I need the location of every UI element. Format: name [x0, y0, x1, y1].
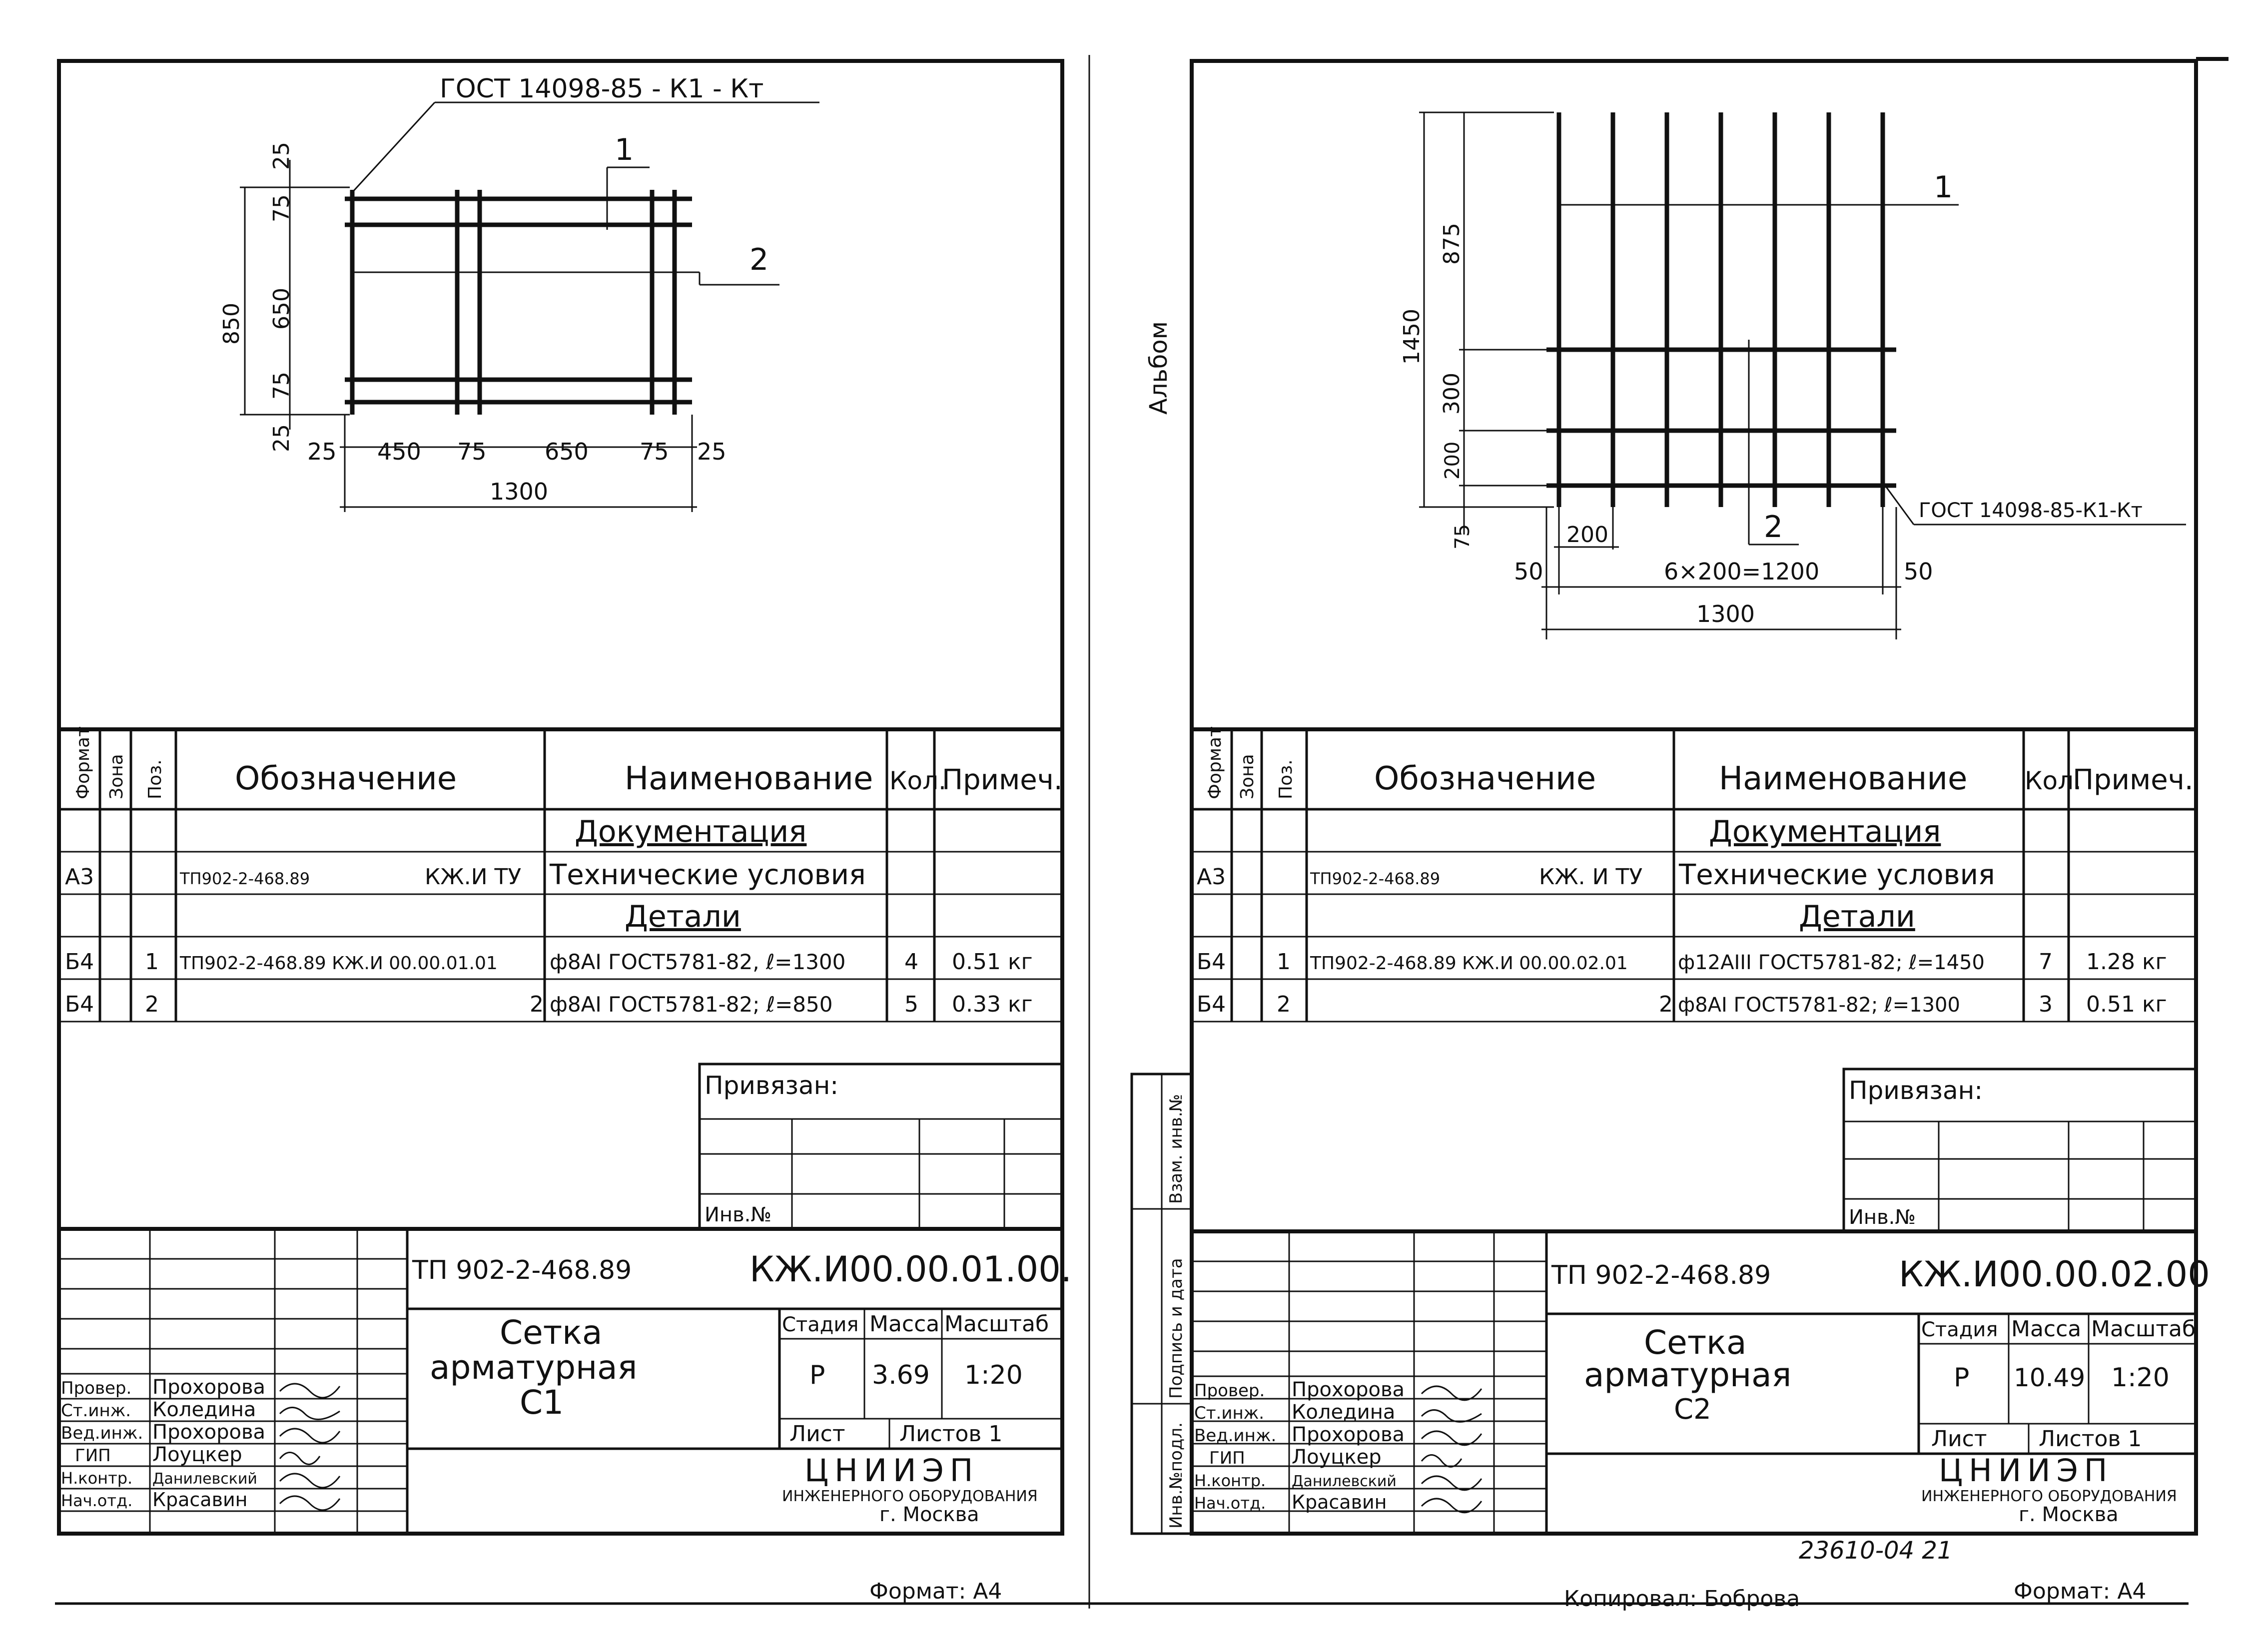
staff-role: Провер.: [1194, 1381, 1265, 1401]
staff-role: Нач.отд.: [61, 1491, 133, 1510]
title-line-3: С2: [1674, 1393, 1711, 1426]
row-qty: 4: [904, 949, 918, 975]
stage-header: Масса: [2011, 1316, 2082, 1342]
privyazan-label: Привязан:: [1849, 1076, 1983, 1105]
side-stamp: [1132, 1074, 1192, 1534]
staff-name: Красавин: [1292, 1491, 1387, 1513]
row-qty: 5: [904, 992, 918, 1017]
inv-label: Инв.№: [1849, 1206, 1916, 1229]
doc-code: КЖ.И00.00.02.00: [1899, 1254, 2210, 1295]
staff-name: Красавин: [152, 1489, 248, 1511]
title-line-2: арматурная: [1584, 1356, 1792, 1394]
dim-h-total: 850: [219, 303, 244, 345]
dim-h-mid: 650: [269, 288, 294, 330]
col-header: Зона: [106, 754, 127, 799]
col-header: Кол.: [2025, 766, 2082, 795]
dim-h-bot: 25: [269, 424, 294, 452]
staff-name: Лоуцкер: [1292, 1446, 1382, 1469]
signature: [1422, 1455, 1462, 1467]
doc-code: КЖ.И00.00.01.00.: [749, 1249, 1072, 1290]
doc-row-fmt: А3: [65, 864, 94, 890]
sheet-2: [1132, 59, 2229, 1612]
row-name: ф8АI ГОСТ5781-82; ℓ=1300: [1678, 994, 1960, 1017]
row-code: ТП902-2-468.89 КЖ.И 00.00.02.01: [1310, 953, 1628, 974]
title-line-2: арматурная: [430, 1348, 638, 1387]
col-header: Формат: [1205, 726, 1225, 799]
staff-role: ГИП: [1209, 1448, 1245, 1468]
title-line-3: С1: [520, 1383, 564, 1422]
title-block-1: [59, 1229, 1072, 1534]
gost-leader: [352, 102, 435, 192]
staff-name: Данилевский: [152, 1470, 257, 1488]
staff-role: Н.контр.: [61, 1469, 133, 1488]
signature: [280, 1496, 340, 1510]
stage-header: Стадия: [1921, 1318, 1998, 1341]
col-header: Наименование: [1719, 760, 1968, 797]
pos-2-label: 2: [749, 242, 769, 277]
mass-value: 10.49: [2014, 1363, 2086, 1392]
dim-w: 75: [457, 438, 487, 465]
doc-row-name: Технические условия: [550, 859, 866, 891]
privyazan-label: Привязан:: [705, 1071, 839, 1100]
staff-name: Коледина: [152, 1398, 256, 1421]
org-city: г. Москва: [879, 1503, 979, 1526]
col-header: Кол.: [889, 766, 946, 795]
row-fmt: Б4: [1197, 992, 1226, 1017]
row-qty: 3: [2039, 992, 2053, 1017]
staff-role: Вед.инж.: [61, 1423, 143, 1443]
scale-value: 1:20: [964, 1360, 1023, 1390]
title-line-1: Сетка: [500, 1313, 603, 1352]
pos-1-label: 1: [1934, 170, 1953, 205]
dim-v: 875: [1439, 223, 1465, 265]
row-code: 2: [1659, 992, 1673, 1017]
staff-role: Ст.инж.: [1194, 1403, 1265, 1423]
project-code: ТП 902-2-468.89: [412, 1255, 632, 1285]
staff-name: Лоуцкер: [152, 1443, 242, 1466]
binding-block-1: [700, 1064, 1062, 1229]
col-header: Обозначение: [1374, 760, 1596, 797]
col-header: Наименование: [625, 760, 873, 797]
dim-w: 450: [377, 438, 421, 465]
dim-w-total: 1300: [490, 478, 549, 505]
gost-label: ГОСТ 14098-85-К1-Кт: [1919, 499, 2143, 522]
col-header: Поз.: [1276, 759, 1296, 799]
section-details: Детали: [625, 899, 741, 934]
signature: [280, 1453, 320, 1465]
dim-w: 75: [640, 438, 669, 465]
dim-w: 6×200=1200: [1664, 558, 1820, 585]
format-label: Формат: А4: [2014, 1579, 2147, 1604]
doc-row-fmt: А3: [1197, 864, 1226, 890]
sheet-label: Лист: [1931, 1426, 1987, 1452]
row-pos: 2: [1277, 992, 1291, 1017]
side-label: Подпись и дата: [1166, 1258, 1186, 1399]
row-qty: 7: [2039, 949, 2053, 975]
sheets-label: Листов 1: [2039, 1426, 2142, 1452]
signature: [1422, 1410, 1482, 1422]
mass-value: 3.69: [872, 1360, 930, 1390]
section-documentation: Документация: [1709, 814, 1941, 849]
binding-block-2: [1844, 1069, 2196, 1231]
row-pos: 1: [1277, 949, 1291, 975]
dim-v-total: 1450: [1399, 309, 1425, 365]
row-name: ф12АIII ГОСТ5781-82; ℓ=1450: [1678, 951, 1985, 974]
col-header: Обозначение: [235, 760, 457, 797]
row-note: 0.51 кг: [2086, 992, 2167, 1017]
row-note: 1.28 кг: [2086, 949, 2167, 975]
row-code: 2: [530, 992, 544, 1017]
signature: [280, 1474, 340, 1488]
sheets-label: Листов 1: [899, 1421, 1003, 1447]
staff-role: ГИП: [75, 1446, 111, 1466]
project-code: ТП 902-2-468.89: [1551, 1260, 1771, 1290]
staff-name: Данилевский: [1292, 1473, 1397, 1490]
staff-role: Н.контр.: [1194, 1471, 1266, 1490]
dim-h-a: 75: [269, 194, 294, 222]
pos-1-label: 1: [615, 132, 634, 167]
doc-row-name: Технические условия: [1679, 859, 1995, 891]
dim-w: 25: [697, 438, 727, 465]
staff-name: Коледина: [1292, 1401, 1396, 1424]
stage-header: Стадия: [782, 1313, 859, 1336]
stage-header: Масштаб: [944, 1311, 1049, 1337]
staff-name: Прохорова: [1292, 1378, 1405, 1401]
org-name: ЦНИИЭП: [804, 1452, 979, 1489]
scale-value: 1:20: [2111, 1363, 2170, 1393]
staff-role: Вед.инж.: [1194, 1426, 1277, 1446]
staff-role: Нач.отд.: [1194, 1494, 1266, 1513]
signature: [280, 1384, 340, 1398]
staff-name: Прохорова: [152, 1376, 266, 1399]
col-header: Примеч.: [2073, 764, 2194, 796]
section-documentation: Документация: [575, 814, 807, 849]
signature: [280, 1408, 340, 1420]
dim-v: 200: [1441, 441, 1464, 480]
format-label: Формат: А4: [869, 1579, 1002, 1604]
title-block-2: [1192, 1231, 2210, 1534]
row-note: 0.33 кг: [952, 992, 1033, 1017]
gost-leader: [1886, 487, 1914, 525]
dim-w: 50: [1514, 558, 1543, 585]
col-header: Зона: [1237, 754, 1258, 799]
dim-v: 75: [1451, 524, 1474, 550]
row-fmt: Б4: [65, 992, 94, 1017]
dim-w: 650: [545, 438, 589, 465]
dim-w: 50: [1904, 558, 1933, 585]
dim-v: 300: [1439, 373, 1465, 415]
title-line-1: Сетка: [1644, 1323, 1747, 1362]
archive-number: 23610-04 21: [1799, 1537, 1953, 1565]
gost-label: ГОСТ 14098-85 - К1 - Кт: [440, 74, 764, 104]
col-header: Поз.: [145, 759, 165, 799]
spec-table-1: [59, 726, 1063, 1022]
staff-name: Прохорова: [1292, 1423, 1405, 1446]
copied-by: Копировал: Боброва: [1564, 1586, 1800, 1612]
org-sub: ИНЖЕНЕРНОГО ОБОРУДОВАНИЯ: [1921, 1488, 2177, 1505]
stage-value: Р: [809, 1360, 825, 1390]
org-name: ЦНИИЭП: [1939, 1452, 2114, 1489]
staff-role: Ст.инж.: [61, 1401, 131, 1421]
dim-w: 200: [1566, 522, 1608, 548]
dim-h-top: 25: [269, 142, 294, 170]
side-label: Взам. инв.№: [1166, 1094, 1186, 1204]
org-city: г. Москва: [2019, 1503, 2119, 1526]
signature: [280, 1429, 340, 1443]
spec-table-2: [1192, 726, 2196, 1022]
stage-value: Р: [1954, 1363, 1970, 1393]
side-label: Инв.№подл.: [1166, 1422, 1186, 1529]
mesh-c2-drawing: [1399, 112, 2186, 639]
stage-header: Масса: [869, 1311, 940, 1337]
doc-row-code2: КЖ. И ТУ: [1539, 864, 1643, 890]
doc-row-code: ТП902-2-468.89: [1310, 869, 1441, 888]
doc-row-code2: КЖ.И ТУ: [425, 864, 522, 890]
dim-h-b: 75: [269, 372, 294, 400]
col-header: Формат: [73, 726, 93, 799]
row-name: ф8АI ГОСТ5781-82, ℓ=1300: [550, 950, 846, 974]
row-pos: 2: [145, 992, 159, 1017]
row-note: 0.51 кг: [952, 949, 1033, 975]
dim-w-total: 1300: [1696, 600, 1755, 627]
pos-2-label: 2: [1764, 510, 1783, 545]
row-fmt: Б4: [65, 949, 94, 975]
staff-name: Прохорова: [152, 1421, 266, 1444]
col-header: Примеч.: [942, 764, 1063, 796]
stage-header: Масштаб: [2091, 1316, 2196, 1342]
sheet-1: [59, 61, 1072, 1604]
row-code: ТП902-2-468.89 КЖ.И 00.00.01.01: [180, 953, 498, 974]
doc-row-code: ТП902-2-468.89: [180, 869, 310, 888]
org-sub: ИНЖЕНЕРНОГО ОБОРУДОВАНИЯ: [782, 1488, 1038, 1505]
sheet-label: Лист: [789, 1421, 845, 1447]
album-label: Альбом: [1145, 321, 1173, 415]
mesh-c1-drawing: [219, 74, 819, 512]
row-fmt: Б4: [1197, 949, 1226, 975]
row-name: ф8АI ГОСТ5781-82; ℓ=850: [550, 992, 833, 1017]
staff-role: Провер.: [61, 1378, 132, 1398]
inv-label: Инв.№: [705, 1203, 771, 1226]
row-pos: 1: [145, 949, 159, 975]
section-details: Детали: [1799, 899, 1915, 934]
dim-w: 25: [307, 438, 337, 465]
